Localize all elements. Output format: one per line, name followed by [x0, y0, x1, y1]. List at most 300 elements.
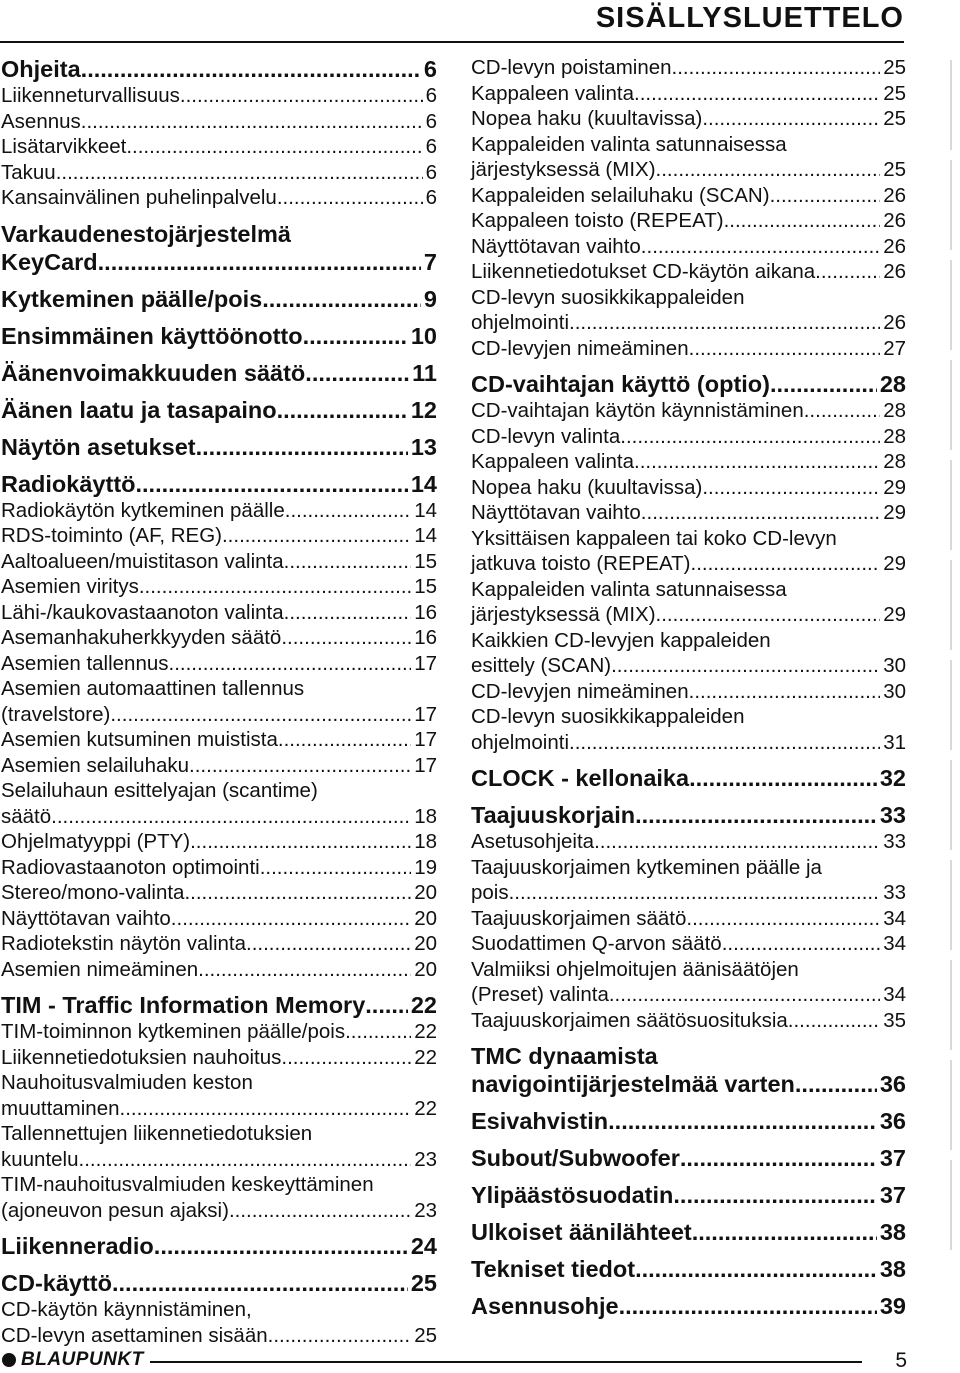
- dot-leader: [788, 1008, 880, 1034]
- dot-leader: [594, 829, 880, 855]
- toc-entry-page: 39: [879, 1293, 906, 1319]
- dot-leader: [722, 931, 880, 957]
- toc-entry-page: 25: [883, 107, 906, 130]
- dot-leader: [680, 1144, 877, 1172]
- toc-entry: [471, 653, 906, 679]
- toc-entry-page: 36: [879, 1108, 906, 1134]
- toc-entry-title: Ulkoiset äänilähteet: [471, 1219, 692, 1245]
- toc-entry: [471, 500, 906, 526]
- dot-leader: [656, 157, 881, 183]
- dot-leader: [303, 322, 408, 350]
- toc-entry-title: Asennus: [1, 109, 81, 133]
- toc-entry-title-line: Nauhoitusvalmiuden keston: [1, 1071, 253, 1094]
- dot-leader: [635, 1255, 877, 1283]
- toc-entry-title: Nopea haku (kuultavissa): [471, 475, 703, 499]
- toc-entry-page: 19: [414, 855, 437, 879]
- toc-entry-page: 12: [410, 396, 437, 423]
- toc-entry: [471, 880, 906, 906]
- toc-entry-page: 30: [883, 679, 906, 703]
- dot-leader: [509, 880, 881, 906]
- side-tab: [950, 860, 960, 950]
- toc-entry-title: (travelstore): [1, 702, 111, 726]
- page-number: 5: [895, 1349, 907, 1372]
- toc-entry-page: 26: [883, 234, 906, 258]
- toc-entry-title: Liikennetiedotuksien nauhoitus: [1, 1045, 282, 1069]
- dot-leader: [770, 183, 881, 209]
- brand-name: BLAUPUNKT: [21, 1349, 144, 1370]
- toc-right-column: [471, 55, 906, 1320]
- toc-entry-page: 20: [414, 932, 437, 955]
- toc-entry-title: Lähi-/kaukovastaanoton valinta: [1, 600, 284, 624]
- toc-entry-title-line: CD-käytön käynnistäminen,: [1, 1298, 252, 1321]
- toc-entry: [1, 1147, 437, 1173]
- toc-entry-page: 24: [410, 1233, 437, 1259]
- dot-leader: [702, 475, 880, 501]
- toc-entry-page: 38: [879, 1256, 906, 1282]
- toc-entry: [471, 1218, 906, 1246]
- toc-entry: [1, 1198, 437, 1224]
- toc-entry: [471, 679, 906, 705]
- dot-leader: [608, 1107, 877, 1135]
- dot-leader: [126, 134, 422, 160]
- toc-entry-page: 34: [883, 983, 906, 1006]
- toc-entry-title-line: Kappaleiden valinta satunnaisessa: [471, 577, 787, 601]
- toc-entry-title: Taajuuskorjaimen säätö: [471, 906, 687, 930]
- toc-entry-title: RDS-toiminto (AF, REG): [1, 524, 222, 547]
- toc-entry-page: 23: [414, 1198, 437, 1222]
- dot-leader: [656, 602, 881, 628]
- toc-entry-title: Asemien kutsuminen muistista: [1, 728, 278, 751]
- toc-entry-title: järjestyksessä (MIX): [471, 603, 656, 626]
- dot-leader: [277, 396, 408, 424]
- toc-entry-page: 17: [414, 651, 437, 675]
- toc-entry-title-line: Kaikkien CD-levyjen kappaleiden: [471, 628, 771, 652]
- side-tab: [950, 560, 960, 650]
- dot-leader: [180, 83, 423, 109]
- toc-entry-title: säätö: [1, 804, 52, 828]
- toc-entry: [1, 855, 437, 881]
- toc-entry-page: 22: [414, 1045, 437, 1069]
- toc-entry-page: 25: [883, 56, 906, 79]
- toc-entry: [1, 906, 437, 932]
- toc-entry: [1, 625, 437, 651]
- toc-entry-title: Liikennetiedotukset CD-käytön aikana: [471, 260, 816, 283]
- toc-entry: [471, 906, 906, 932]
- toc-entry-page: 26: [883, 209, 906, 232]
- toc-entry-page: 7: [423, 248, 437, 275]
- dot-leader: [285, 498, 411, 524]
- toc-entry-title: Nopea haku (kuultavissa): [471, 107, 703, 130]
- toc-entry-page: 13: [410, 433, 437, 460]
- toc-entry-title: navigointijärjestelmää varten: [471, 1071, 795, 1097]
- header-rule: [0, 41, 904, 43]
- toc-entry-title: Näytön asetukset: [1, 433, 196, 460]
- dot-leader: [120, 1096, 412, 1122]
- toc-entry: [471, 1070, 906, 1098]
- toc-entry-title-line: Valmiiksi ohjelmoitujen äänisäätöjen: [471, 957, 799, 981]
- toc-entry-title-line: CD-levyn suosikkikappaleiden: [471, 285, 745, 309]
- toc-entry-title: Äänen laatu ja tasapaino: [1, 396, 277, 423]
- dot-leader: [795, 1070, 877, 1098]
- dot-leader: [689, 679, 881, 705]
- toc-entry-page: 14: [414, 524, 437, 547]
- toc-entry-title: Kansainvälinen puhelinpalvelu: [1, 186, 277, 209]
- toc-entry-title: Asennusohje: [471, 1293, 619, 1319]
- toc-entry-page: 6: [425, 109, 437, 133]
- toc-entry: [1, 829, 437, 855]
- toc-entry-title: Asemien tallennus: [1, 651, 169, 675]
- dot-leader: [641, 500, 880, 526]
- dot-leader: [281, 1045, 411, 1071]
- toc-entry-page: 25: [410, 1270, 437, 1296]
- toc-entry: [1, 55, 437, 83]
- toc-entry-title-line: Tallennettujen liikennetiedotuksien: [1, 1122, 313, 1145]
- toc-entry: [1, 134, 437, 160]
- side-tab: [950, 960, 960, 1050]
- toc-entry-title: Kappaleen valinta: [471, 81, 634, 105]
- dot-leader: [634, 81, 880, 107]
- toc-entry-title: Aaltoalueen/muistitason valinta: [1, 549, 284, 573]
- toc-entry-title: esittely (SCAN): [471, 654, 612, 677]
- toc-entry-title-line: CD-levyn suosikkikappaleiden: [471, 705, 745, 728]
- toc-entry-title: ohjelmointi: [471, 730, 569, 754]
- toc-entry: [1, 1323, 437, 1349]
- toc-entry: [471, 602, 906, 628]
- toc-entry-page: 20: [414, 906, 437, 930]
- toc-entry: [1, 359, 437, 387]
- toc-entry-page: 26: [883, 183, 906, 207]
- toc-entry-page: 31: [883, 730, 906, 754]
- toc-entry-page: 29: [883, 552, 906, 575]
- toc-entry: [1, 804, 437, 830]
- toc-entry: [1, 931, 437, 957]
- toc-entry: [1, 160, 437, 186]
- toc-entry: [471, 1107, 906, 1135]
- toc-entry-title: Asemanhakuherkkyyden säätö: [1, 626, 282, 649]
- dot-leader: [672, 55, 881, 81]
- toc-entry-title: CD-levyn valinta: [471, 424, 621, 448]
- toc-entry: [1, 185, 437, 211]
- toc-entry-title-line: TIM-nauhoitusvalmiuden keskeyttäminen: [1, 1173, 374, 1196]
- toc-entry: [471, 370, 906, 398]
- dot-leader: [246, 931, 411, 957]
- toc-entry-page: 14: [414, 498, 437, 522]
- toc-entry-page: 28: [879, 371, 906, 397]
- toc-entry-page: 28: [883, 450, 906, 473]
- toc-entry-page: 25: [883, 158, 906, 181]
- dot-leader: [691, 551, 881, 577]
- dot-leader: [136, 470, 408, 498]
- toc-entry-page: 6: [425, 160, 437, 184]
- toc-entry: [471, 764, 906, 792]
- dot-leader: [281, 625, 411, 651]
- toc-entry: [1, 702, 437, 728]
- toc-entry-page: 17: [414, 728, 437, 751]
- toc-entry: [471, 55, 906, 81]
- toc-entry-title: Kappaleiden selailuhaku (SCAN): [471, 183, 770, 207]
- toc-entry-title: Takuu: [1, 160, 56, 184]
- toc-entry: [1, 1019, 437, 1045]
- toc-entry-title: Subout/Subwoofer: [471, 1145, 680, 1171]
- side-tab: [950, 760, 960, 850]
- toc-entry-page: 25: [414, 1323, 437, 1347]
- dot-leader: [673, 1181, 876, 1209]
- toc-entry-title-line: Taajuuskorjaimen kytkeminen päälle ja: [471, 855, 822, 879]
- dot-leader: [619, 1292, 877, 1320]
- toc-entry-title: ohjelmointi: [471, 311, 569, 334]
- side-tab: [950, 1160, 960, 1250]
- side-tab: [950, 60, 960, 150]
- toc-entry: [471, 449, 906, 475]
- dot-leader: [81, 109, 423, 135]
- side-tab: [950, 660, 960, 750]
- toc-entry-title: Asemien nimeäminen: [1, 957, 199, 981]
- toc-entry: [471, 259, 906, 285]
- toc-entry-page: 6: [425, 84, 437, 107]
- dot-leader: [770, 370, 877, 398]
- toc-entry: [1, 1045, 437, 1071]
- dot-leader: [262, 285, 421, 313]
- toc-entry-title: Kytkeminen päälle/pois: [1, 285, 263, 312]
- toc-entry-page: 33: [879, 802, 906, 828]
- toc-entry: [1, 322, 437, 350]
- toc-entry: [471, 475, 906, 501]
- dot-leader: [189, 753, 411, 779]
- toc-entry: [471, 551, 906, 577]
- toc-entry-page: 38: [879, 1219, 906, 1245]
- side-tab: [950, 1060, 960, 1150]
- toc-entry: [471, 982, 906, 1008]
- toc-entry: [471, 1144, 906, 1172]
- side-tab: [950, 460, 960, 550]
- toc-entry: [1, 285, 437, 313]
- side-tab: [950, 260, 960, 350]
- toc-entry-page: 33: [883, 830, 906, 853]
- toc-entry-page: 16: [414, 626, 437, 649]
- toc-entry: [1, 1232, 437, 1260]
- toc-entry: [1, 109, 437, 135]
- toc-entry: [1, 1096, 437, 1122]
- dot-leader: [611, 653, 880, 679]
- toc-entry-page: 17: [414, 753, 437, 777]
- dot-leader: [112, 1269, 408, 1297]
- toc-entry-page: 25: [883, 81, 906, 105]
- toc-entry: [471, 801, 906, 829]
- toc-entry-title: CLOCK - kellonaika: [471, 765, 690, 791]
- toc-entry: [1, 248, 437, 276]
- dot-leader: [702, 106, 880, 132]
- toc-entry-page: 11: [412, 359, 437, 386]
- toc-entry-page: 18: [414, 804, 437, 828]
- toc-entry: [1, 396, 437, 424]
- toc-entry-title: Radiokäytön kytkeminen päälle: [1, 498, 285, 522]
- toc-entry: [1, 470, 437, 498]
- toc-entry-title: Radiokäyttö: [1, 470, 136, 497]
- toc-entry: [1, 523, 437, 549]
- side-tab: [950, 360, 960, 450]
- toc-entry-page: 30: [883, 654, 906, 677]
- toc-entry-title: Äänenvoimakkuuden säätö: [1, 359, 306, 386]
- dot-leader: [804, 398, 880, 424]
- dot-leader: [171, 906, 411, 932]
- toc-entry-title: Asemien viritys: [1, 575, 139, 598]
- dot-leader: [81, 55, 421, 83]
- toc-entry: [471, 1181, 906, 1209]
- toc-entry-page: 20: [414, 881, 437, 904]
- toc-entry-title: Näyttötavan vaihto: [471, 234, 641, 258]
- toc-entry: [1, 498, 437, 524]
- toc-entry-title: Radiotekstin näytön valinta: [1, 932, 247, 955]
- dot-leader: [139, 574, 411, 600]
- toc-entry-title: Taajuuskorjain: [471, 802, 636, 828]
- toc-entry: [1, 600, 437, 626]
- toc-entry-title: kuuntelu: [1, 1147, 79, 1171]
- toc-entry-page: 6: [425, 186, 437, 209]
- toc-entry-title-line: Kappaleiden valinta satunnaisessa: [471, 132, 787, 156]
- toc-entry: [471, 310, 906, 336]
- toc-entry-page: 15: [414, 575, 437, 598]
- toc-entry-title: Lisätarvikkeet: [1, 135, 127, 158]
- toc-entry-title: TIM-toiminnon kytkeminen päälle/pois: [1, 1020, 346, 1043]
- toc-entry-page: 28: [883, 399, 906, 422]
- toc-entry-title: Taajuuskorjaimen säätösuosituksia: [471, 1008, 788, 1032]
- dot-leader: [569, 310, 880, 336]
- dot-leader: [815, 259, 880, 285]
- dot-leader: [260, 855, 411, 881]
- toc-entry-page: 23: [414, 1147, 437, 1171]
- toc-entry-title: Näyttötavan vaihto: [1, 906, 171, 930]
- toc-entry-title: KeyCard: [1, 248, 98, 275]
- dot-leader: [284, 600, 412, 626]
- dot-leader: [641, 234, 880, 260]
- toc-entry-title-line: Selailuhaun esittelyajan (scantime): [1, 779, 318, 802]
- toc-entry-page: 34: [883, 932, 906, 955]
- dot-leader: [79, 1147, 412, 1173]
- side-tab: [950, 160, 960, 250]
- toc-entry-page: 14: [410, 470, 437, 497]
- toc-entry-title: TIM - Traffic Information Memory: [1, 992, 366, 1018]
- toc-entry-page: 22: [414, 1020, 437, 1043]
- dot-leader: [284, 549, 412, 575]
- dot-leader: [635, 801, 877, 829]
- toc-entry: [471, 1292, 906, 1320]
- dot-leader: [222, 523, 411, 549]
- toc-entry-title: Asetusohjeita: [471, 830, 595, 853]
- dot-leader: [620, 424, 880, 450]
- toc-entry-page: 22: [414, 1096, 437, 1120]
- toc-entry: [471, 336, 906, 362]
- toc-entry-page: 34: [883, 906, 906, 930]
- dot-leader: [634, 449, 880, 475]
- dot-leader: [365, 991, 408, 1019]
- toc-entry-page: 37: [879, 1182, 906, 1208]
- toc-entry-page: 9: [423, 285, 437, 312]
- dot-leader: [190, 829, 411, 855]
- toc-entry: [471, 398, 906, 424]
- toc-entry: [471, 106, 906, 132]
- toc-entry-page: 15: [414, 549, 437, 573]
- toc-entry-title: Asemien selailuhaku: [1, 753, 190, 777]
- toc-entry-title: Näyttötavan vaihto: [471, 501, 641, 524]
- toc-entry-title: Tekniset tiedot: [471, 1256, 636, 1282]
- toc-entry-title: Suodattimen Q-arvon säätö: [471, 932, 722, 955]
- dot-leader: [268, 1323, 412, 1349]
- dot-leader: [689, 764, 877, 792]
- brand-logo: [2, 1349, 144, 1371]
- toc-entry-title: Liikenneradio: [1, 1233, 154, 1259]
- toc-entry-page: 26: [883, 311, 906, 334]
- toc-entry-page: 37: [879, 1145, 906, 1171]
- toc-entry: [1, 83, 437, 109]
- toc-entry-title: Esivahvistin: [471, 1108, 609, 1134]
- toc-entry-page: 32: [879, 765, 906, 791]
- toc-entry-page: 33: [883, 881, 906, 904]
- toc-entry: [471, 424, 906, 450]
- toc-entry-title: CD-levyjen nimeäminen: [471, 336, 689, 360]
- toc-entry-title-line: Asemien automaattinen tallennus: [1, 677, 305, 700]
- dot-leader: [609, 982, 880, 1008]
- toc-entry: [1, 651, 437, 677]
- dot-leader: [345, 1019, 411, 1045]
- toc-entry: [1, 433, 437, 461]
- dot-leader: [724, 208, 881, 234]
- toc-entry-page: 36: [879, 1071, 906, 1097]
- toc-entry: [1, 727, 437, 753]
- toc-entry-title: Liikenneturvallisuus: [1, 84, 180, 107]
- dot-leader: [277, 185, 423, 211]
- page-title: SISÄLLYSLUETTELO: [595, 2, 904, 34]
- toc-entry-title: Radiovastaanoton optimointi: [1, 855, 260, 879]
- toc-entry: [471, 81, 906, 107]
- toc-entry-page: 16: [414, 600, 437, 624]
- dot-leader: [110, 702, 411, 728]
- toc-entry: [471, 157, 906, 183]
- toc-entry-title: (Preset) valinta: [471, 983, 609, 1006]
- toc-entry-title: Kappaleen toisto (REPEAT): [471, 209, 724, 232]
- dot-leader: [154, 1232, 408, 1260]
- toc-entry-page: 17: [414, 702, 437, 726]
- toc-entry-title: Ensimmäinen käyttöönotto: [1, 322, 303, 349]
- dot-leader: [278, 727, 411, 753]
- toc-entry: [1, 753, 437, 779]
- toc-entry-title: järjestyksessä (MIX): [471, 158, 656, 181]
- toc-entry-page: 29: [883, 603, 906, 626]
- toc-entry: [1, 957, 437, 983]
- toc-entry-page: 6: [423, 56, 437, 82]
- toc-entry-page: 10: [410, 322, 437, 349]
- toc-left-column: [1, 55, 437, 1348]
- toc-entry-page: 27: [883, 336, 906, 360]
- toc-entry-page: 6: [425, 135, 437, 158]
- toc-entry-title: CD-levyjen nimeäminen: [471, 679, 689, 703]
- toc-entry: [1, 991, 437, 1019]
- toc-entry-page: 18: [414, 830, 437, 853]
- dot-leader: [305, 359, 409, 387]
- dot-leader: [198, 957, 411, 983]
- toc-entry: [1, 1269, 437, 1297]
- toc-entry-title: pois: [471, 881, 509, 904]
- dot-leader: [686, 906, 880, 932]
- toc-entry: [471, 1008, 906, 1034]
- toc-entry-title: Kappaleen valinta: [471, 450, 634, 473]
- toc-entry-title: CD-levyn poistaminen: [471, 56, 672, 79]
- dot-leader: [692, 1218, 877, 1246]
- toc-entry-title: CD-käyttö: [1, 1270, 112, 1296]
- toc-entry-page: 28: [883, 424, 906, 448]
- toc-entry-title: CD-vaihtajan käyttö (optio): [471, 371, 770, 397]
- dot-leader: [689, 336, 881, 362]
- toc-entry: [471, 234, 906, 260]
